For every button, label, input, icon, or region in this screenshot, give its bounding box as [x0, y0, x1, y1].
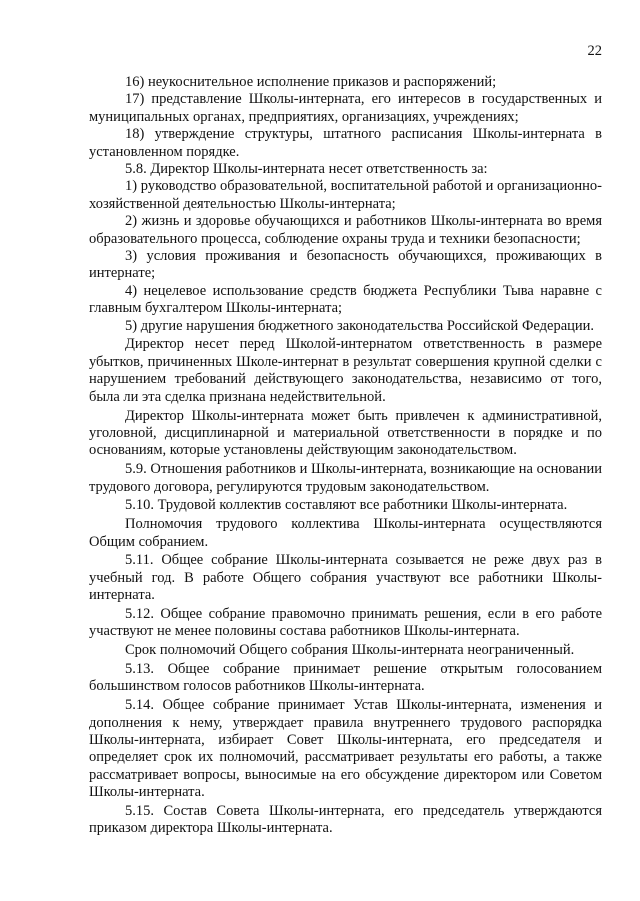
paragraph-list-item-16: 16) неукоснительное исполнение приказов и распоряжений;: [125, 74, 497, 90]
document-body: [89, 74, 602, 838]
paragraph-responsibility-2: 2) жизнь и здоровье обучающихся и работников Школы-интерната во время образовательного процесса, соблюдение охраны труда и техники безопасности;: [89, 213, 602, 247]
paragraph-collective-powers: Полномочия трудового коллектива Школы-интерната осуществляются Общим собранием.: [89, 516, 602, 550]
paragraph-section-5-11: 5.11. Общее собрание Школы-интерната созывается не реже двух раз в учебный год. В работе Общего собрания участвуют все работники Школы-интерната.: [89, 552, 602, 604]
paragraph-section-5-8: 5.8. Директор Школы-интерната несет ответственность за:: [125, 161, 488, 178]
paragraph-director-prosecution: Директор Школы-интерната может быть привлечен к административной, уголовной, дисциплинарной и материальной ответственности в порядке и по основаниям, которые установлены действующим законодательством.: [89, 407, 602, 459]
paragraph-director-liability: Директор несет перед Школой-интернатом ответственность в размере убытков, причиненных Школе-интернат в результат совершения крупной сделки с нарушением требований действующего законодательства, независимо от того, была ли эта сделка признана недействительной.: [89, 336, 602, 405]
paragraph-list-item-18: 18) утверждение структуры, штатного расписания Школы-интерната в установленном порядке.: [89, 126, 602, 160]
paragraph-responsibility-4: 4) нецелевое использование средств бюджета Республики Тыва наравне с главным бухгалтером Школы-интерната;: [89, 282, 602, 317]
page-number: 22: [587, 43, 602, 59]
paragraph-term-of-office: Срок полномочий Общего собрания Школы-интерната неограниченный.: [125, 642, 575, 659]
paragraph-section-5-12: 5.12. Общее собрание правомочно принимать решения, если в его работе участвуют не менее половины состава работников Школы-интерната.: [89, 605, 602, 640]
paragraph-responsibility-5: 5) другие нарушения бюджетного законодательства Российской Федерации.: [125, 317, 595, 334]
paragraph-section-5-14: 5.14. Общее собрание принимает Устав Школы-интерната, изменения и дополнения к нему, утверждает правила внутреннего трудового распорядка Школы-интерната, избирает Совет Школы-интерната, его председателя и определяет срок их полномочий, рассматривает результаты его работы, а также рассматривает вопросы, выносимые на его обсуждение директором или Советом Школы-интерната.: [89, 697, 602, 801]
paragraph-list-item-17: 17) представление Школы-интерната, его интересов в государственных и муниципальных органах, предприятиях, организациях, учреждениях;: [89, 91, 602, 125]
paragraph-section-5-10: 5.10. Трудовой коллектив составляют все работники Школы-интерната.: [125, 497, 568, 514]
paragraph-responsibility-3: 3) условия проживания и безопасность обучающихся, проживающих в интернате;: [89, 248, 602, 282]
paragraph-section-5-15: 5.15. Состав Совета Школы-интерната, его председатель утверждаются приказом директора Школы-интерната.: [89, 802, 602, 837]
paragraph-section-5-13: 5.13. Общее собрание принимает решение открытым голосованием большинством голосов работников Школы-интерната.: [89, 660, 602, 695]
paragraph-responsibility-1: 1) руководство образовательной, воспитательной работой и организационно-хозяйственной деятельностью Школы-интерната;: [89, 178, 602, 212]
paragraph-section-5-9: 5.9. Отношения работников и Школы-интерната, возникающие на основании трудового договора, регулируются трудовым законодательством.: [89, 461, 602, 495]
